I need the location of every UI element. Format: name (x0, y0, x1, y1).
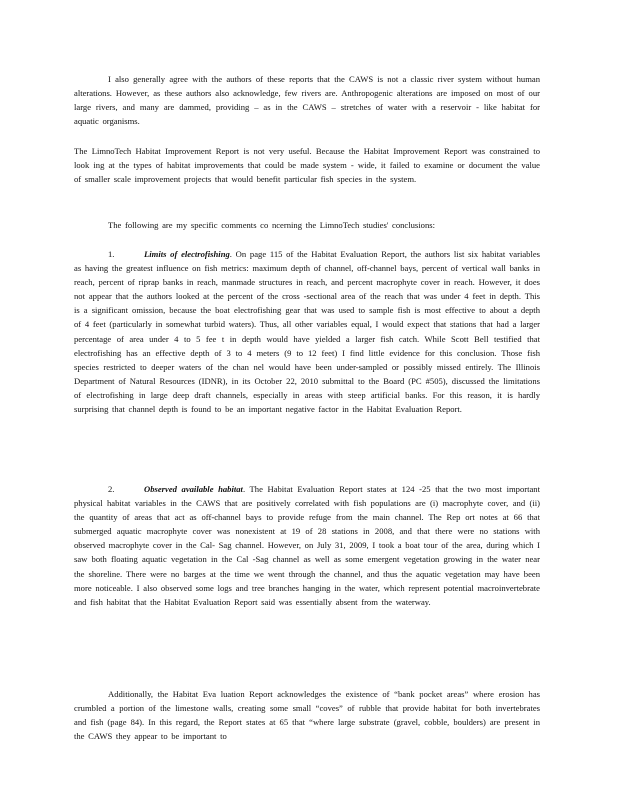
item-number: 2. (108, 484, 115, 494)
paragraph-bank-pocket-areas (74, 687, 540, 743)
paragraph-text: I also generally agree with the authors of these reports that the CAWS is not a classic river system without human alterations. However, as these authors also acknowledge, few rivers are. Anthropogenic alterations are imposed on most of our large rivers, and many are dammed, providing – as in the CAWS – stretches of water with a reservoir - like habitat for aquatic organisms. (74, 74, 540, 127)
paragraph-text: The LimnoTech Habitat Improvement Report is not very useful. Because the Habitat Improvement Report was constrained to look ing at the types of habitat improvements that could be made system - wide, it failed to examine or document the value of smaller scale improvement projects that would benefit particular fish species in the system. (74, 146, 540, 185)
paragraph-caws-alterations (74, 72, 540, 128)
item-heading: Limits of electrofishing (144, 249, 230, 259)
paragraph-habitat-improvement-report (74, 144, 540, 186)
paragraph-text: The following are my specific comments co ncerning the LimnoTech studies' conclusions: (108, 220, 435, 230)
paragraph-text: . The Habitat Evaluation Report states at 124 -25 that the two most important physical habitat variables in the CAWS that are positively correlated with fish populations are (i) macrophyte cover, and (ii) the quantity of areas that act as off-channel bays to provide refuge from the main channel. The Rep ort notes at 66 that submerged aquatic macrophyte cover was nonexistent at 19 of 28 stations in 2008, and that there were no stations with observed macrophyte cover in the Cal- Sag channel. However, on July 31, 2009, I took a boat tour of the area, during which I saw both floating aquatic vegetation in the Cal -Sag channel as well as some emergent vegetation growing in the water near the shoreline. There were no barges at the time we went through the channel, and thus the aquatic vegetation may have been more noticeable. I also observed some logs and tree branches hanging in the water, which represent potential macroinvertebrate and fish habitat that the Habitat Evaluation Report said was essentially absent from the waterway. (74, 484, 540, 607)
item-heading: Observed available habitat (144, 484, 243, 494)
paragraph-specific-comments-intro (74, 218, 540, 232)
paragraph-text: Additionally, the Habitat Eva luation Report acknowledges the existence of “bank pocket areas” where erosion has crumbled a portion of the limestone walls, creating some small “coves” of rubble that provide habitat for both invertebrates and fish (page 84). In this regard, the Report states at 65 that “where large substrate (gravel, cobble, boulders) are present in the CAWS they appear to be important to (74, 689, 540, 742)
paragraph-limits-of-electrofishing (74, 247, 540, 416)
paragraph-observed-available-habitat (74, 482, 540, 609)
paragraph-text: . On page 115 of the Habitat Evaluation Report, the authors list six habitat variables as having the greatest influence on fish metrics: maximum depth of channel, off-channel bays, percent of vertical wall banks in reach, percent of riprap banks in reach, manmade structures in reach, and percent macrophyte cover in reach. However, it does not appear that the authors looked at the percent of the cross -sectional area of the reach that was under 4 feet in depth. This is a significant omission, because the boat electrofishing gear that was used to sample fish is most effective to about a depth of 4 feet (particularly in somewhat turbid waters). Thus, all other variables equal, I would expect that stations that had a larger percentage of area under 4 to 5 fee t in depth would have yielded a larger fish catch. While Scott Bell testified that electrofishing has an effective depth of 3 to 4 meters (9 to 12 feet) I find little evidence for this conclusion. Those fish species restricted to deeper waters of the chan nel would have been under-sampled or possibly missed entirely. The Illinois Department of Natural Resources (IDNR), in its October 22, 2010 submittal to the Board (PC #505), discussed the limitations of electrofishing in large deep draft channels, especially in areas with steep artificial banks. For this reason, it is hardly surprising that channel depth is found to be an important negative factor in the Habitat Evaluation Report. (74, 249, 541, 415)
item-number: 1. (108, 249, 115, 259)
